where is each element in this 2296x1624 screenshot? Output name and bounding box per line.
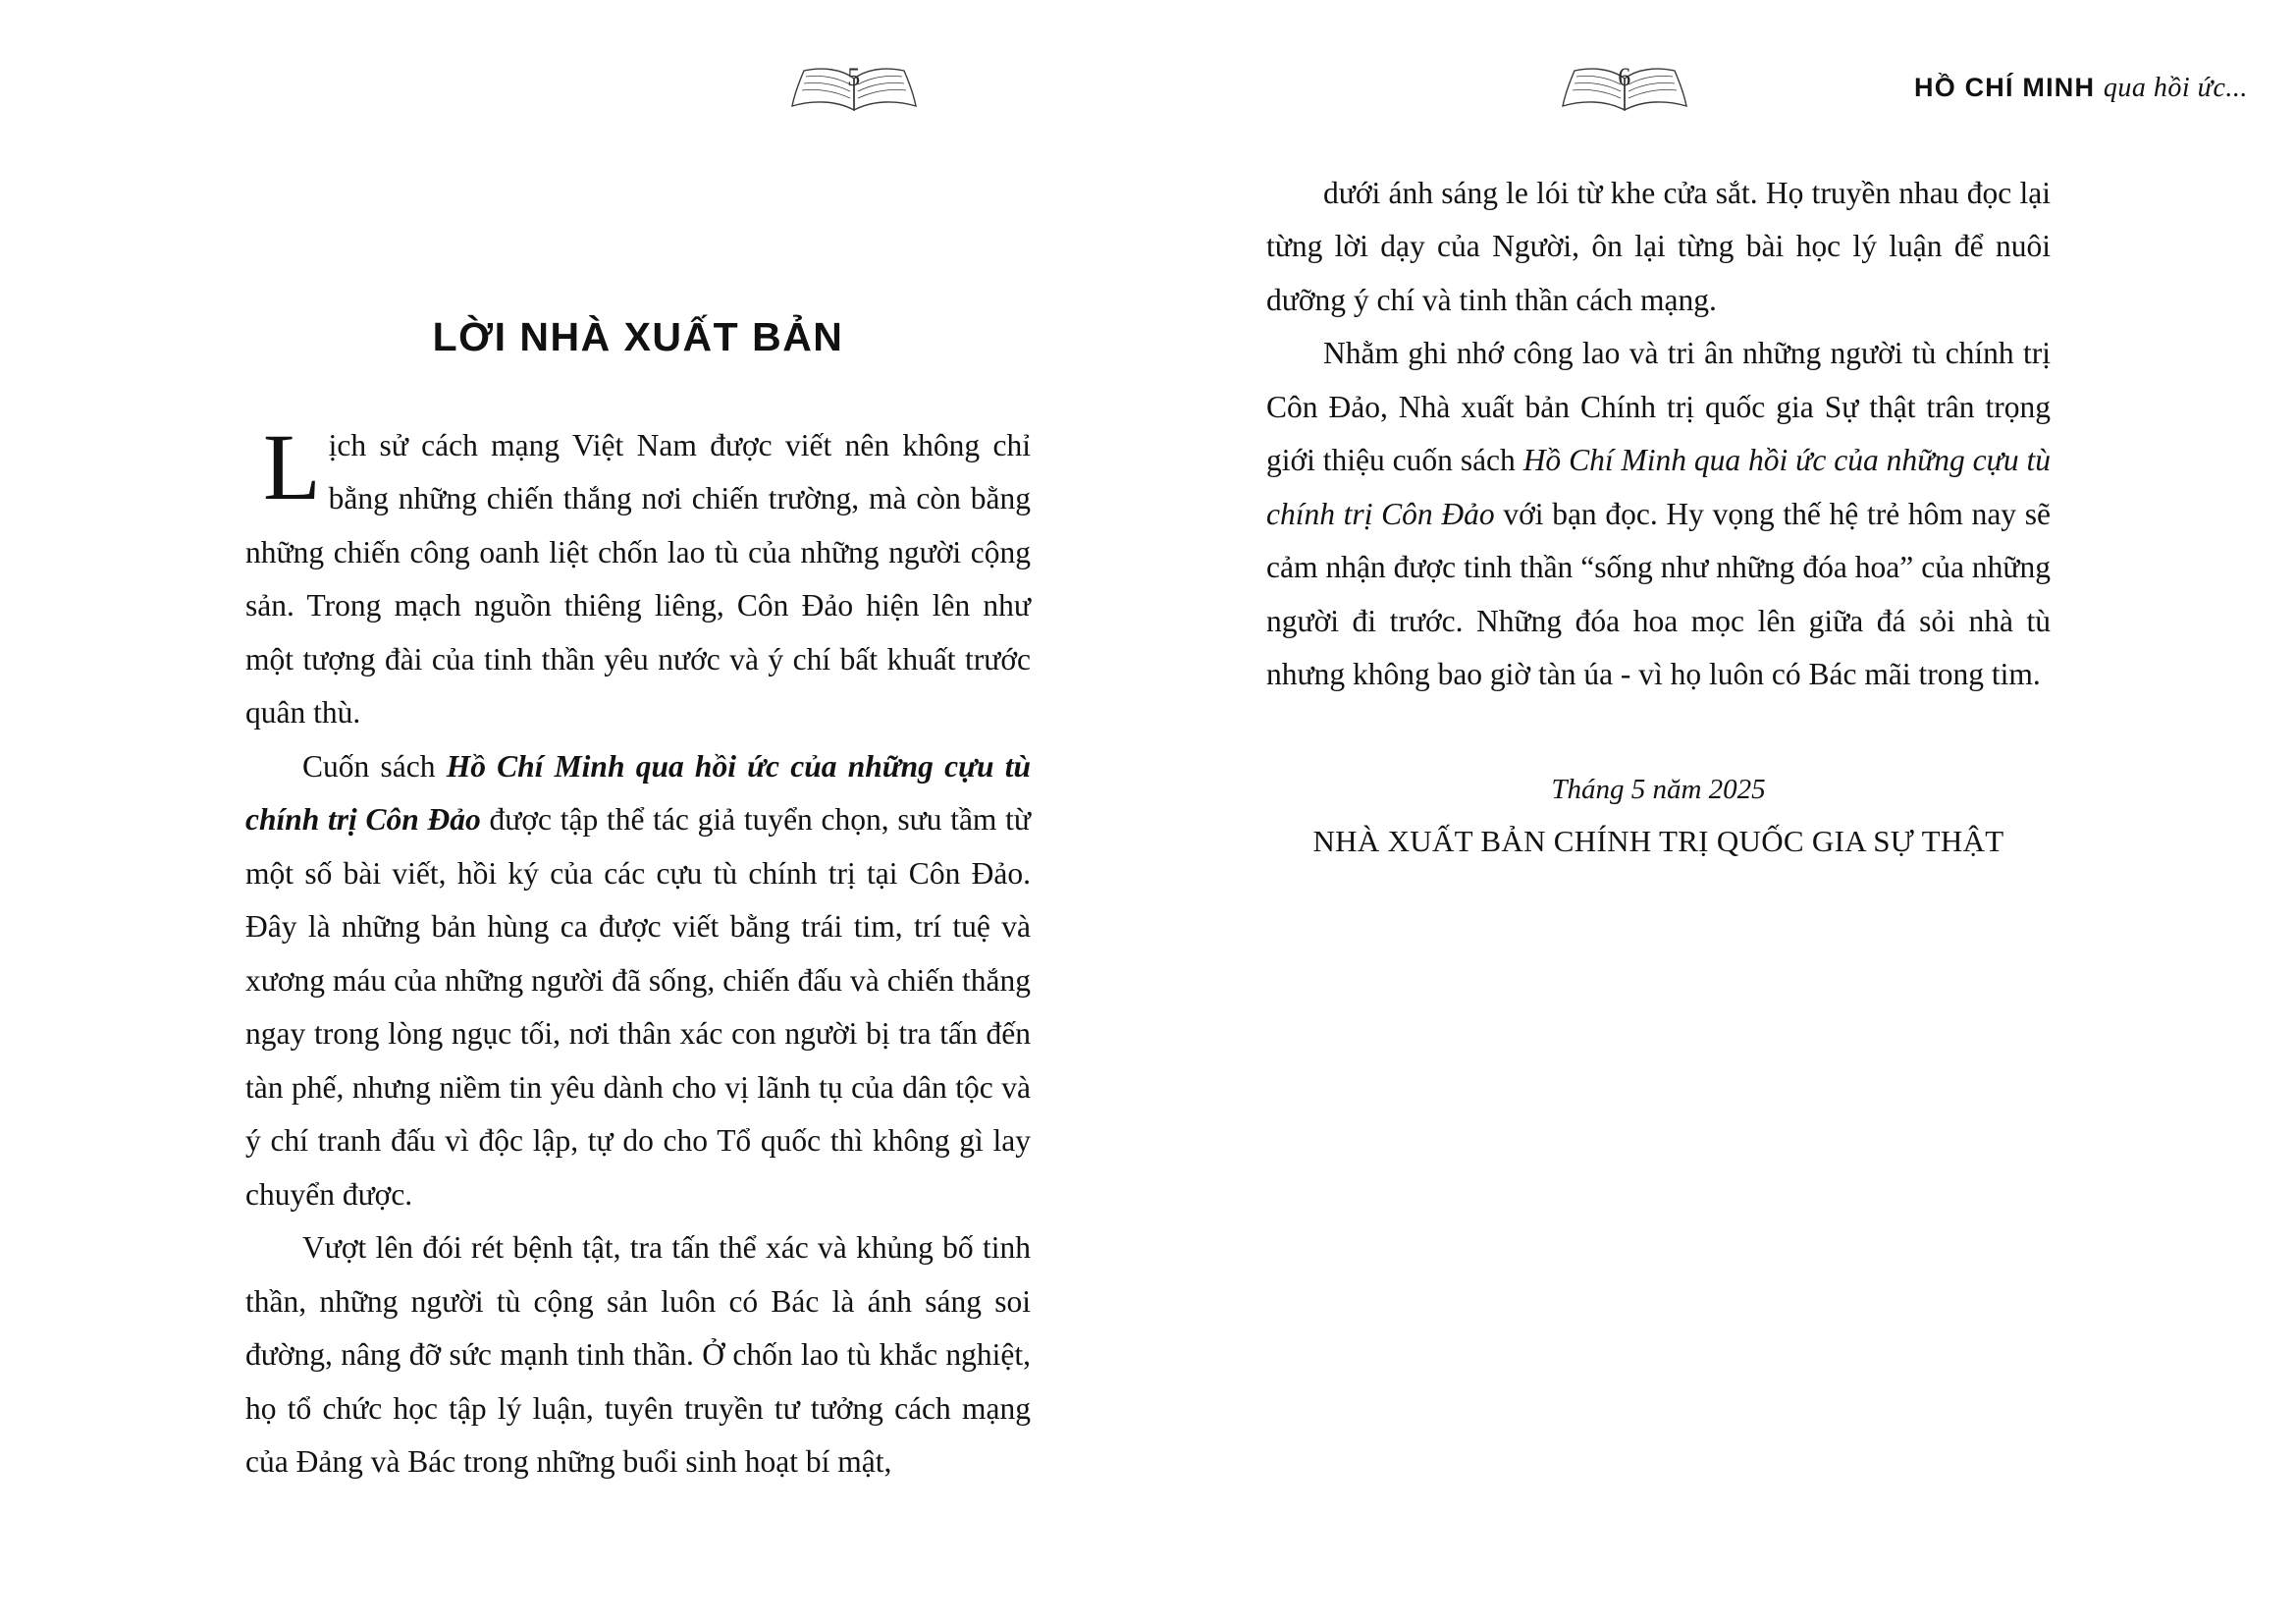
running-head-left [245, 59, 1031, 167]
paragraph-5-seg-3: với bạn đọc. Hy vọng thế hệ trẻ hôm nay sẽ cảm nhận được tinh thần “sống như những đóa hoa” của những người đi trước. Những đóa hoa mọc lên giữa đá sỏi nhà tù nhưng không bao giờ tàn úa - vì họ luôn có Bác mãi trong tim. [1266, 496, 2052, 692]
running-head-right [1266, 59, 2248, 167]
open-book-ornament-icon [1561, 59, 1688, 118]
book-title-emphasis: Hồ Chí Minh qua hồi ức của những cựu tù chính trị Côn Đảo [1266, 443, 2051, 531]
open-book-ornament-icon [790, 59, 918, 118]
running-head-title [1914, 73, 2248, 104]
running-head-bold-text: HỒ CHÍ MINH [1914, 73, 2096, 102]
page-number-right: 6 [1618, 63, 1631, 91]
paragraph-5-seg-1: Nhằm ghi nhớ công lao và tri ân những người tù chính trị Côn Đảo, Nhà xuất bản Chính trị quốc gia Sự thật trân trọng giới thiệu cuốn sách [1266, 336, 2051, 478]
paragraph-3: Vượt lên đói rét bệnh tật, tra tấn thể xác và khủng bố tinh thần, những người tù cộng sản luôn có Bác là ánh sáng soi đường, nâng đỡ sức mạnh tinh thần. Ở chốn lao tù khắc nghiệt, họ tổ chức học tập lý luận, tuyên truyền tư tưởng cách mạng của Đảng và Bác trong những buổi sinh hoạt bí mật, [245, 1230, 1031, 1480]
signoff-date: Tháng 5 năm 2025 [1551, 773, 1766, 805]
page-number-left: 5 [847, 63, 861, 91]
paragraph-4: dưới ánh sáng le lói từ khe cửa sắt. Họ truyền nhau đọc lại từng lời dạy của Người, ôn lại từng bài học lý luận để nuôi dưỡng ý chí và tinh thần cách mạng. [1266, 176, 2051, 317]
signoff-publisher: NHÀ XUẤT BẢN CHÍNH TRỊ QUỐC GIA SỰ THẬT [1312, 823, 2004, 858]
running-head-italic-text: qua hồi ức... [2103, 73, 2248, 103]
book-title-emphasis: Hồ Chí Minh qua hồi ức của những cựu tù chính trị Côn Đảo [245, 748, 1032, 838]
paragraph-1-text: ịch sử cách mạng Việt Nam được viết nên không chỉ bằng những chiến thắng nơi chiến trường, mà còn bằng những chiến công oanh liệt chốn lao tù của những người cộng sản. Trong mạch nguồn thiêng liêng, Côn Đảo hiện lên như một tượng đài của tinh thần yêu nước và ý chí bất khuất trước quân thù. [245, 428, 1031, 731]
paragraph-2-seg-1: Cuốn sách [302, 748, 447, 784]
drop-cap: L [263, 414, 321, 519]
paragraph-5 [1266, 327, 2051, 701]
paragraph-2 [245, 740, 1031, 1221]
paragraph-1 [245, 414, 1031, 740]
signoff-block [1266, 765, 2051, 868]
paragraph-2-seg-3: được tập thể tác giả tuyển chọn, sưu tầm từ một số bài viết, hồi ký của các cựu tù chính trị tại Côn Đảo. Đây là những bản hùng ca được viết bằng trái tim, trí tuệ và xương máu của những người đã sống, chiến đấu và chiến thắng ngay trong lòng ngục tối, nơi thân xác con người bị tra tấn đến tàn phế, nhưng niềm tin yêu dành cho vị lãnh tụ của dân tộc và ý chí tranh đấu vì độc lập, tự do cho Tổ quốc thì không gì lay chuyển được. [245, 802, 1031, 1212]
page-title: LỜI NHÀ XUẤT BẢN [432, 314, 844, 359]
page-right [1148, 0, 2296, 1624]
